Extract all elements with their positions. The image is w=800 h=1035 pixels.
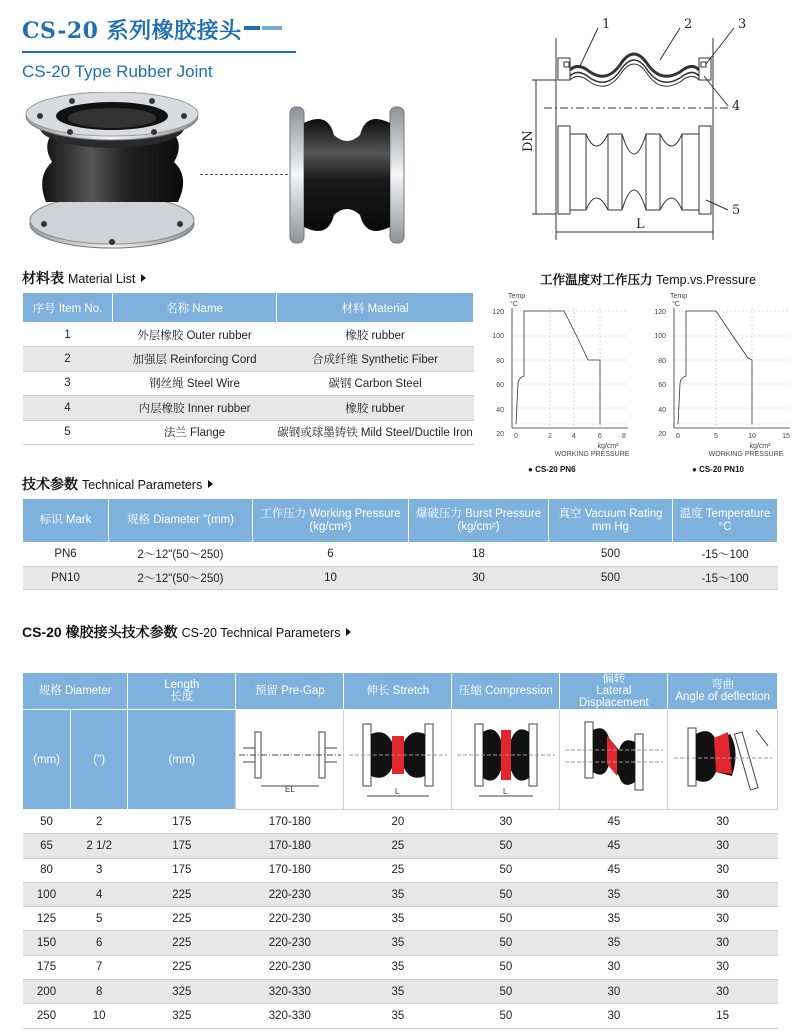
material-cell: 加强层 Reinforcing Cord <box>113 347 277 371</box>
cs20-cell: 220-230 <box>236 955 344 979</box>
cs20-row <box>23 1004 778 1028</box>
cs20-cell: 50 <box>452 882 560 906</box>
cs20-cell: 35 <box>344 931 452 955</box>
title-decoration <box>244 26 284 32</box>
material-cell: 碳钢或球墨铸铁 Mild Steel/Ductile Iron <box>277 420 474 444</box>
material-row <box>23 420 474 444</box>
tech-col-header-l1: 爆破压力 Burst Pressure <box>415 507 542 520</box>
svg-text:0: 0 <box>676 433 680 440</box>
cs20-cell: 50 <box>452 858 560 882</box>
cs20-unit-in: (") <box>71 710 128 810</box>
cs20-row <box>23 907 778 931</box>
tech-col-header-l1: 温度 Temperature <box>679 507 771 520</box>
svg-text:10: 10 <box>748 433 756 440</box>
material-col-material: 材料 Material <box>277 293 474 323</box>
title-divider <box>22 51 296 53</box>
tech-cell: -15～100 <box>673 566 778 590</box>
cs20-col-lateral: 偏转 Lateral Displacement <box>560 673 668 710</box>
cs20-cell: 80 <box>23 858 71 882</box>
cs20-cell: 30 <box>668 834 778 858</box>
pressure-chart-pn10 <box>650 286 795 476</box>
cs20-cell: 2 1/2 <box>71 834 128 858</box>
cs20-cell: 30 <box>668 931 778 955</box>
svg-text:120: 120 <box>654 309 666 316</box>
cs20-cell: 7 <box>71 955 128 979</box>
cs20-cell: 325 <box>128 980 236 1004</box>
cs20-row <box>23 882 778 906</box>
tech-heading: 技术参数 Technical Parameters <box>22 474 213 494</box>
tech-col-header <box>109 499 253 543</box>
tech-row <box>23 543 778 567</box>
material-cell: 外层橡胶 Outer rubber <box>113 323 277 347</box>
connector-dash <box>200 174 288 175</box>
cs20-heading: CS-20 橡胶接头技术参数 CS-20 Technical Parameters <box>22 622 351 642</box>
arrow-right-icon <box>208 480 213 488</box>
cs20-cell: 225 <box>128 882 236 906</box>
tech-col-header <box>673 499 778 543</box>
svg-text:8: 8 <box>622 433 626 440</box>
cs20-cell: 45 <box>560 858 668 882</box>
svg-text:20: 20 <box>658 431 666 438</box>
tech-col-header <box>409 499 549 543</box>
material-cell: 钢丝绳 Steel Wire <box>113 371 277 395</box>
cs20-cell: 220-230 <box>236 882 344 906</box>
cs20-cell: 35 <box>344 980 452 1004</box>
material-row <box>23 371 474 395</box>
svg-text:40: 40 <box>658 407 666 414</box>
cs20-table <box>22 672 778 1029</box>
lateral-diagram <box>560 710 668 810</box>
cs20-cell: 35 <box>560 882 668 906</box>
svg-text:40: 40 <box>496 407 504 414</box>
material-col-item: 序号 Item No. <box>23 293 113 323</box>
pregap-diagram <box>236 710 344 810</box>
cs20-cell: 10 <box>71 1004 128 1028</box>
svg-text:EL: EL <box>284 785 295 794</box>
cs20-cell: 45 <box>560 810 668 834</box>
cs20-cell: 35 <box>344 955 452 979</box>
compression-diagram <box>452 710 560 810</box>
page-title-cn: CS-20 系列橡胶接头 <box>22 18 242 44</box>
diagram-label-1: 1 <box>602 17 611 32</box>
diagram-label-2: 2 <box>684 17 693 32</box>
cs20-cell: 4 <box>71 882 128 906</box>
tech-cell: 500 <box>549 566 673 590</box>
cs20-cell: 30 <box>668 955 778 979</box>
cs20-cell: 35 <box>560 931 668 955</box>
cs20-cell: 35 <box>344 907 452 931</box>
cs20-cell: 15 <box>668 1004 778 1028</box>
cs20-cell: 200 <box>23 980 71 1004</box>
cs20-cell: 320-330 <box>236 980 344 1004</box>
tech-col-header-l1: 规格 Diameter "(mm) <box>127 514 234 526</box>
svg-text:6: 6 <box>598 433 602 440</box>
cs20-cell: 30 <box>668 882 778 906</box>
svg-text:kg/cm²: kg/cm² <box>597 443 619 450</box>
material-cell: 4 <box>23 396 113 420</box>
diagram-label-5: 5 <box>732 203 741 218</box>
tech-col-header-l1: 标识 Mark <box>39 514 92 526</box>
svg-text:80: 80 <box>496 358 504 365</box>
tech-col-header <box>253 499 409 543</box>
material-cell: 5 <box>23 420 113 444</box>
cs20-cell: 320-330 <box>236 1004 344 1028</box>
diagram-dim-dn: DN <box>521 130 536 152</box>
tech-cell: 500 <box>549 543 673 567</box>
tech-col-header <box>23 499 109 543</box>
cs20-cell: 65 <box>23 834 71 858</box>
tech-table <box>22 498 778 590</box>
cs20-cell: 25 <box>344 858 452 882</box>
chart-pn6-name: ● CS-20 PN6 <box>528 465 576 474</box>
svg-text:WORKING PRESSURE: WORKING PRESSURE <box>554 451 630 458</box>
cs20-cell: 30 <box>560 980 668 1004</box>
cs20-cell: 170-180 <box>236 858 344 882</box>
tech-cell: -15～100 <box>673 543 778 567</box>
cs20-cell: 35 <box>560 907 668 931</box>
cs20-cell: 220-230 <box>236 907 344 931</box>
svg-text:20: 20 <box>496 431 504 438</box>
svg-text:°C: °C <box>672 301 680 308</box>
material-cell: 法兰 Flange <box>113 420 277 444</box>
tech-col-header <box>549 499 673 543</box>
svg-text:100: 100 <box>654 333 666 340</box>
cs20-cell: 175 <box>128 810 236 834</box>
tech-col-header-l2: (kg/cm²) <box>457 520 500 533</box>
tech-cell: 18 <box>409 543 549 567</box>
cs20-cell: 35 <box>344 1004 452 1028</box>
svg-text:kg/cm²: kg/cm² <box>749 443 771 450</box>
material-row <box>23 323 474 347</box>
tech-col-header-l1: 真空 Vacuum Rating <box>558 507 663 520</box>
cs20-cell: 30 <box>668 810 778 834</box>
cs20-unit-len: (mm) <box>128 710 236 810</box>
cs20-cell: 30 <box>452 810 560 834</box>
diagram-label-3: 3 <box>738 17 747 32</box>
svg-text:Temp: Temp <box>670 293 688 300</box>
svg-text:2: 2 <box>548 433 552 440</box>
svg-text:4: 4 <box>572 433 576 440</box>
cs20-cell: 50 <box>452 834 560 858</box>
material-cell: 2 <box>23 347 113 371</box>
cs20-cell: 175 <box>128 834 236 858</box>
diagram-dim-l: L <box>636 217 645 232</box>
svg-text:60: 60 <box>658 382 666 389</box>
tech-col-header-l1: 工作压力 Working Pressure <box>260 507 401 520</box>
material-row <box>23 396 474 420</box>
cs20-cell: 6 <box>71 931 128 955</box>
svg-text:80: 80 <box>658 358 666 365</box>
cs20-cell: 30 <box>560 1004 668 1028</box>
svg-text:WORKING PRESSURE: WORKING PRESSURE <box>708 451 784 458</box>
svg-text:100: 100 <box>492 333 504 340</box>
angle-diagram <box>668 710 778 810</box>
material-col-name: 名称 Name <box>113 293 277 323</box>
material-cell: 橡胶 rubber <box>277 323 474 347</box>
cs20-cell: 50 <box>23 810 71 834</box>
svg-text:15: 15 <box>782 433 790 440</box>
cs20-col-stretch: 伸长 Stretch <box>344 673 452 710</box>
cs20-cell: 30 <box>560 955 668 979</box>
cs20-cell: 50 <box>452 931 560 955</box>
tech-cell: PN10 <box>23 566 109 590</box>
cs20-cell: 100 <box>23 882 71 906</box>
cs20-cell: 30 <box>668 907 778 931</box>
tech-cell: 10 <box>253 566 409 590</box>
material-cell: 橡胶 rubber <box>277 396 474 420</box>
material-cell: 1 <box>23 323 113 347</box>
cs20-col-diameter: 规格 Diameter <box>23 673 128 710</box>
cs20-cell: 175 <box>23 955 71 979</box>
cs20-row <box>23 834 778 858</box>
product-photo-perspective <box>22 92 200 252</box>
cs20-cell: 250 <box>23 1004 71 1028</box>
svg-text:L: L <box>502 787 508 796</box>
tech-cell: 2～12"(50～250) <box>109 566 253 590</box>
pressure-chart-pn6 <box>488 286 633 476</box>
material-cell: 3 <box>23 371 113 395</box>
cs20-cell: 8 <box>71 980 128 1004</box>
cs20-col-compression: 压缩 Compression <box>452 673 560 710</box>
cs20-cell: 20 <box>344 810 452 834</box>
cs20-col-angle: 弯曲 Angle of deflection <box>668 673 778 710</box>
cs20-col-length: Length 长度 <box>128 673 236 710</box>
cs20-cell: 170-180 <box>236 810 344 834</box>
material-row <box>23 347 474 371</box>
tech-cell: 6 <box>253 543 409 567</box>
cs20-cell: 50 <box>452 980 560 1004</box>
cs20-cell: 50 <box>452 1004 560 1028</box>
cs20-row <box>23 931 778 955</box>
cs20-cell: 25 <box>344 834 452 858</box>
cs20-unit-mm: (mm) <box>23 710 71 810</box>
stretch-diagram <box>344 710 452 810</box>
cs20-cell: 45 <box>560 834 668 858</box>
chart-pn6-yunit: °C <box>510 301 518 308</box>
cs20-cell: 5 <box>71 907 128 931</box>
svg-text:120: 120 <box>492 309 504 316</box>
cs20-cell: 150 <box>23 931 71 955</box>
cross-section-diagram <box>520 10 785 242</box>
cs20-cell: 220-230 <box>236 931 344 955</box>
material-cell: 内层橡胶 Inner rubber <box>113 396 277 420</box>
material-cell: 合成纤维 Synthetic Fiber <box>277 347 474 371</box>
tech-cell: 2～12"(50～250) <box>109 543 253 567</box>
cs20-cell: 225 <box>128 931 236 955</box>
product-photo-side <box>284 105 410 245</box>
cs20-cell: 125 <box>23 907 71 931</box>
cs20-cell: 30 <box>668 980 778 1004</box>
cs20-cell: 3 <box>71 858 128 882</box>
svg-text:L: L <box>394 787 400 796</box>
cs20-row <box>23 810 778 834</box>
arrow-right-icon <box>346 628 351 636</box>
svg-text:0: 0 <box>514 433 518 440</box>
cs20-row <box>23 955 778 979</box>
cs20-cell: 30 <box>668 858 778 882</box>
cs20-row <box>23 858 778 882</box>
cs20-cell: 225 <box>128 907 236 931</box>
chart-heading: 工作温度对工作压力 Temp.vs.Pressure <box>540 273 757 287</box>
tech-cell: PN6 <box>23 543 109 567</box>
cs20-cell: 2 <box>71 810 128 834</box>
cs20-cell: 35 <box>344 882 452 906</box>
tech-col-header-l2: (kg/cm²) <box>309 520 352 533</box>
cs20-cell: 225 <box>128 955 236 979</box>
page-title-en: CS-20 Type Rubber Joint <box>22 62 213 81</box>
chart-pn10-name: ● CS-20 PN10 <box>692 465 744 474</box>
diagram-label-4: 4 <box>732 99 741 114</box>
cs20-col-pregap: 预留 Pre-Gap <box>236 673 344 710</box>
tech-cell: 30 <box>409 566 549 590</box>
tech-col-header-l2: °C <box>718 520 732 533</box>
svg-text:60: 60 <box>496 382 504 389</box>
cs20-cell: 50 <box>452 955 560 979</box>
material-cell: 碳钢 Carbon Steel <box>277 371 474 395</box>
cs20-cell: 50 <box>452 907 560 931</box>
material-table <box>22 292 474 445</box>
cs20-row <box>23 980 778 1004</box>
cs20-cell: 175 <box>128 858 236 882</box>
tech-row <box>23 566 778 590</box>
svg-text:5: 5 <box>714 433 718 440</box>
tech-col-header-l2: mm Hg <box>591 520 630 533</box>
cs20-cell: 170-180 <box>236 834 344 858</box>
chart-pn6-ylabel: Temp <box>508 293 526 300</box>
cs20-cell: 325 <box>128 1004 236 1028</box>
arrow-right-icon <box>141 274 146 282</box>
material-heading: 材料表 Material List <box>22 268 146 288</box>
